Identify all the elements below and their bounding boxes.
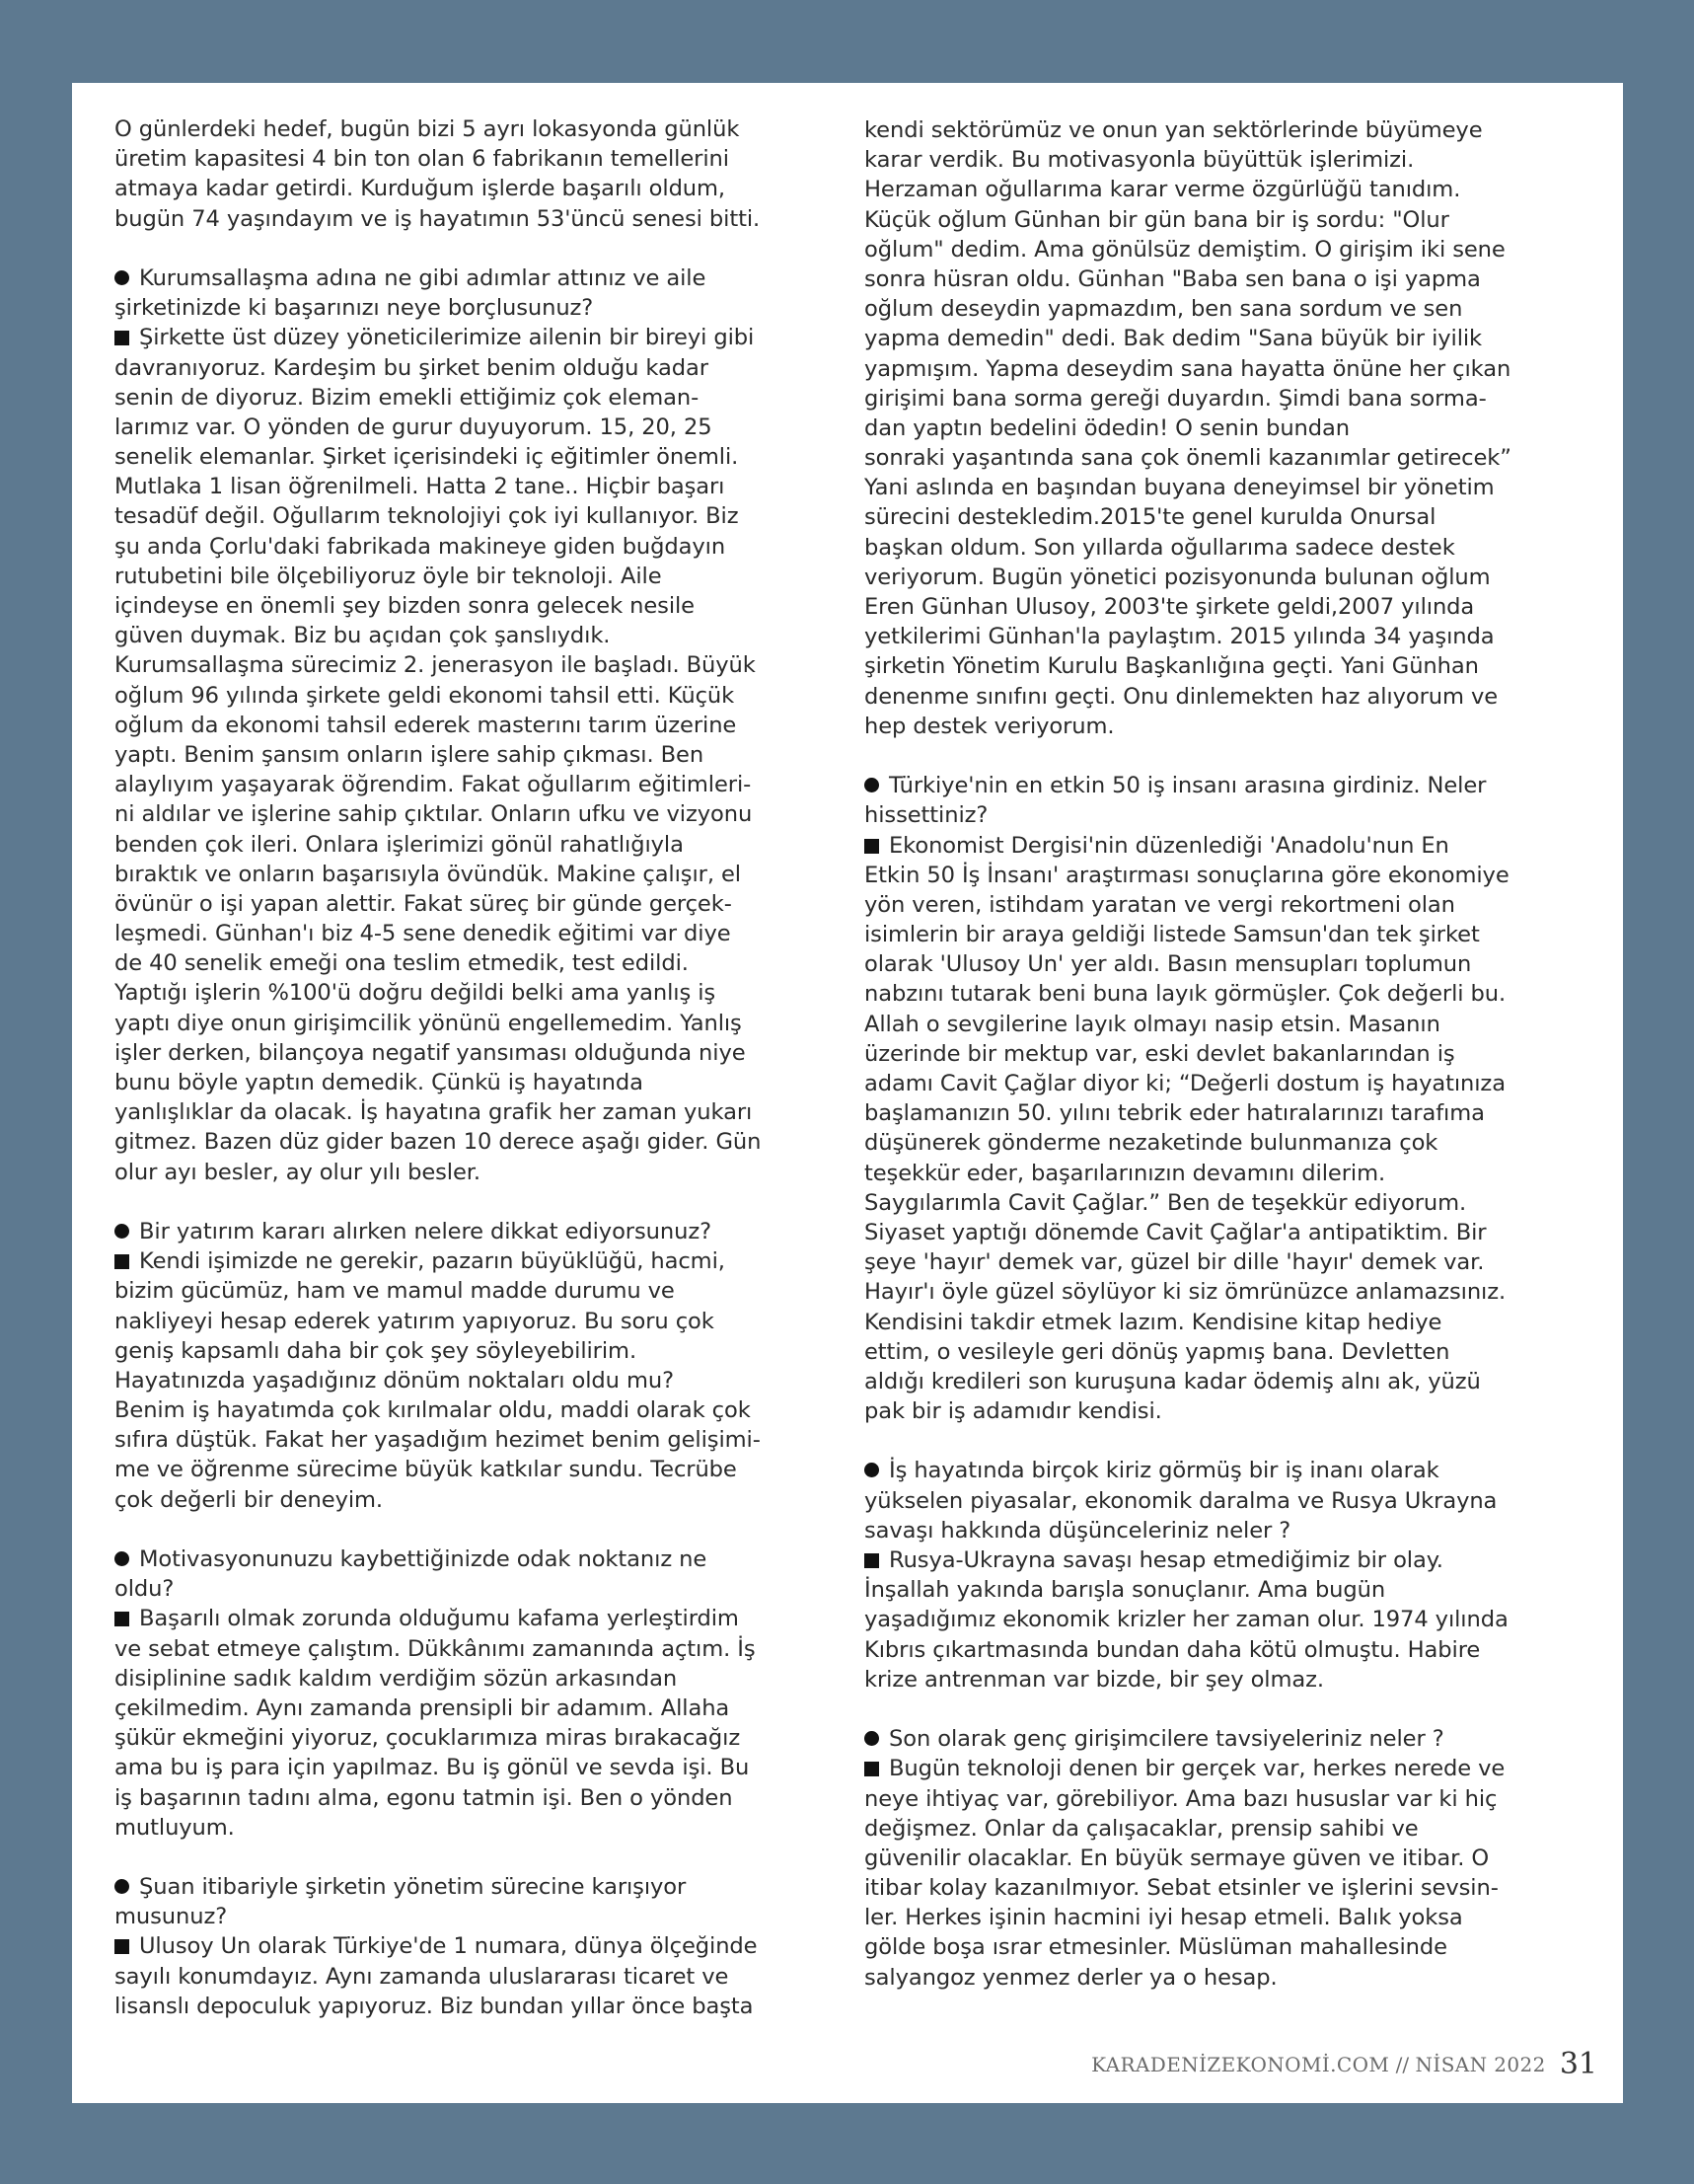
line-text: Allah o sevgilerine layık olmayı nasip etsin. Masanın (864, 1011, 1440, 1037)
line-text: yaşadığımız ekonomik krizler her zaman olur. 1974 yılında (864, 1607, 1509, 1633)
line-text: oğlum 96 yılında şirkete geldi ekonomi tahsil etti. Küçük (114, 682, 735, 709)
line-text: yanlışlıklar da olacak. İş hayatına grafik her zaman yukarı (114, 1099, 753, 1126)
line-text: adamı Cavit Çağlar diyor ki; “Değerli dostum iş hayatınıza (864, 1071, 1506, 1096)
question-line (114, 1872, 827, 1902)
line-text: yükselen piyasalar, ekonomik daralma ve Rusya Ukrayna (864, 1487, 1498, 1514)
line-text: oğlum deseydin yapmazdım, ben sana sordum ve sen (864, 296, 1463, 323)
text-line (864, 294, 1577, 324)
line-text: girişimi bana sorma gereği duyardın. Şimdi bana sorma- (864, 385, 1487, 412)
line-text: veriyorum. Bugün yönetici pozisyonunda bulunan oğlum (864, 564, 1491, 590)
line-text: sonraki yaşantında sana çok önemli kazanımlar getirecek” (864, 445, 1511, 472)
text-line (114, 1127, 827, 1157)
line-text: mutluyum. (114, 1814, 235, 1841)
text-line (114, 501, 827, 531)
text-line (864, 979, 1577, 1009)
line-text: üretim kapasitesi 4 bin ton olan 6 fabrikanın temellerini (114, 146, 729, 173)
text-line (114, 562, 827, 591)
answer-bullet-icon (864, 1553, 879, 1568)
line-text: nakliyeyi hesap ederek yatırım yapıyoruz. Bu soru çok (114, 1308, 714, 1334)
question-line (114, 1217, 827, 1246)
line-text: lisanslı depoculuk yapıyoruz. Biz bundan yıllar önce başta (114, 1993, 754, 2019)
text-line (864, 175, 1577, 204)
text-line (114, 204, 827, 234)
line-text: savaşı hakkında düşünceleriniz neler ? (864, 1517, 1291, 1544)
answer-bullet-icon (114, 1612, 129, 1626)
question-line (864, 1456, 1577, 1485)
text-line (864, 1039, 1577, 1069)
line-text: gitmez. Bazen düz gider bazen 10 derece aşağı gider. Gün (114, 1129, 762, 1156)
text-line (864, 1159, 1577, 1188)
question-bullet-icon (114, 1224, 129, 1239)
text-line (114, 1455, 827, 1484)
line-text: Bugün teknoloji denen bir gerçek var, herkes nerede ve (889, 1756, 1506, 1782)
line-text: musunuz? (114, 1904, 228, 1930)
line-text: Küçük oğlum Günhan bir gün bana bir iş sordu: "Olur (864, 206, 1449, 233)
paragraph-gap (114, 1843, 827, 1872)
paragraph-gap (114, 1187, 827, 1217)
line-text: davranıyoruz. Kardeşim bu şirket benim olduğu kadar (114, 354, 708, 381)
line-text: olur ayı besler, ay olur yılı besler. (114, 1159, 480, 1185)
right-text-column (864, 115, 1577, 1993)
text-line (114, 472, 827, 501)
text-line (114, 1068, 827, 1097)
text-line (114, 293, 827, 323)
text-line (114, 591, 827, 621)
line-text: sayılı konumdayız. Aynı zamanda uluslararası ticaret ve (114, 1963, 729, 1990)
paragraph-gap (114, 234, 827, 264)
text-line (864, 651, 1577, 681)
line-text: Ulusoy Un olarak Türkiye'de 1 numara, dünya ölçeğinde (139, 1933, 758, 1960)
text-line (114, 1962, 827, 1992)
line-text: neye ihtiyaç var, görebiliyor. Ama bazı hususlar var ki hiç (864, 1785, 1498, 1812)
text-line (114, 1038, 827, 1068)
text-line (864, 1516, 1577, 1545)
line-text: Kendi işimizde ne gerekir, pazarın büyüklüğü, hacmi, (139, 1248, 725, 1275)
page-footer (1091, 2047, 1597, 2081)
line-text: aldığı kredileri son kuruşuna kadar ödemiş alnı ak, yüzü (864, 1368, 1481, 1394)
paragraph-gap (864, 741, 1577, 771)
line-text: övünür o işi yapan alettir. Fakat süreç bir günde gerçek- (114, 890, 732, 917)
line-text: Son olarak genç girişimcilere tavsiyeleriniz neler ? (889, 1726, 1444, 1753)
line-text: oldu? (114, 1576, 175, 1603)
text-line (114, 114, 827, 144)
line-text: işler derken, bilançoya negatif yansıması olduğunda niye (114, 1039, 746, 1066)
line-text: ni aldılar ve işlerine sahip çıktılar. Onların ufku ve vizyonu (114, 801, 753, 828)
line-text: şirketin Yönetim Kurulu Başkanlığına geçti. Yani Günhan (864, 653, 1479, 680)
issue-date: NİSAN 2022 (1415, 2053, 1546, 2076)
text-line (864, 324, 1577, 353)
left-text-column (114, 114, 827, 2021)
text-line (864, 1873, 1577, 1903)
text-line (114, 1336, 827, 1366)
text-line (864, 1814, 1577, 1844)
text-line (864, 443, 1577, 473)
answer-bullet-icon (114, 331, 129, 345)
line-text: krize antrenman var bizde, bir şey olmaz. (864, 1666, 1324, 1693)
answer-line (114, 323, 827, 352)
text-line (114, 740, 827, 770)
text-line (864, 1486, 1577, 1516)
line-text: geniş kapsamlı daha bir çok şey söyleyebilirim. (114, 1337, 637, 1364)
text-line (864, 264, 1577, 294)
line-text: rutubetini bile ölçebiliyoruz öyle bir teknoloji. Aile (114, 563, 662, 589)
answer-line (864, 831, 1577, 861)
text-line (114, 830, 827, 860)
question-line (114, 264, 827, 293)
line-text: me ve öğrenme sürecime büyük katkılar sundu. Tecrübe (114, 1457, 737, 1483)
text-line (864, 1069, 1577, 1098)
line-text: nabzını tutarak beni buna layık görmüşler. Çok değerli bu. (864, 981, 1507, 1008)
text-line (114, 1992, 827, 2021)
text-line (864, 1128, 1577, 1158)
text-line (114, 948, 827, 978)
line-text: şükür ekmeğini yiyoruz, çocuklarımıza miras bırakacağız (114, 1725, 741, 1752)
text-line (114, 1485, 827, 1515)
text-line (864, 1665, 1577, 1694)
text-line (864, 1963, 1577, 1993)
line-text: leşmedi. Günhan'ı biz 4-5 sene denedik eğitimi var diye (114, 921, 731, 947)
line-text: güvenilir olacaklar. En büyük sermaye güven ve itibar. O (864, 1845, 1490, 1871)
line-text: salyangoz yenmez derler ya o hesap. (864, 1964, 1278, 1991)
line-text: Kıbrıs çıkartmasında bundan daha kötü olmuştu. Habire (864, 1636, 1481, 1663)
text-line (114, 1902, 827, 1931)
line-text: Herzaman oğullarıma karar verme özgürlüğü tanıdım. (864, 177, 1461, 203)
text-line (114, 1694, 827, 1723)
line-text: hep destek veriyorum. (864, 713, 1115, 739)
line-text: Yaptığı işlerin %100'ü doğru değildi belki ama yanlış iş (114, 980, 716, 1007)
line-text: düşünerek gönderme nezaketinde bulunmanıza çok (864, 1130, 1438, 1157)
question-bullet-icon (864, 778, 879, 792)
text-line (114, 413, 827, 442)
line-text: ettim, o vesileyle geri dönüş yapmış bana. Devletten (864, 1338, 1450, 1365)
text-line (114, 532, 827, 562)
line-text: de 40 senelik emeği ona teslim etmedik, test edildi. (114, 950, 689, 977)
text-line (864, 1367, 1577, 1396)
text-line (114, 1009, 827, 1038)
text-line (864, 235, 1577, 264)
text-line (114, 1813, 827, 1843)
line-text: Şuan itibariyle şirketin yönetim sürecine karışıyor (139, 1874, 687, 1901)
paragraph-gap (864, 1426, 1577, 1456)
answer-bullet-icon (114, 1939, 129, 1954)
text-line (864, 1903, 1577, 1932)
question-bullet-icon (114, 1879, 129, 1894)
text-line (864, 890, 1577, 920)
question-bullet-icon (864, 1463, 879, 1477)
text-line (864, 502, 1577, 532)
paragraph-gap (114, 1515, 827, 1544)
question-line (864, 1724, 1577, 1754)
text-line (114, 770, 827, 799)
text-line (114, 711, 827, 740)
answer-line (864, 1754, 1577, 1783)
line-text: değişmez. Onlar da çalışacaklar, prensip sahibi ve (864, 1815, 1419, 1842)
line-text: Benim iş hayatımda çok kırılmalar oldu, maddi olarak çok (114, 1397, 751, 1424)
question-bullet-icon (114, 270, 129, 285)
line-text: Mutlaka 1 lisan öğrenilmeli. Hatta 2 tane.. Hiçbir başarı (114, 474, 725, 500)
magazine-page (72, 83, 1623, 2103)
text-line (114, 1783, 827, 1813)
text-line (114, 1395, 827, 1425)
line-text: O günlerdeki hedef, bugün bizi 5 ayrı lokasyonda günlük (114, 116, 740, 142)
text-line (114, 1097, 827, 1127)
line-text: Siyaset yaptığı dönemde Cavit Çağlar'a antipatiktim. Bir (864, 1219, 1487, 1245)
line-text: pak bir iş adamıdır kendisi. (864, 1398, 1162, 1425)
line-text: disiplinine sadık kaldım verdiğim sözün arkasından (114, 1665, 678, 1692)
text-line (114, 1307, 827, 1336)
line-text: Kurumsallaşma sürecimiz 2. jenerasyon ile başladı. Büyük (114, 652, 756, 679)
line-text: yapmışım. Yapma deseydim sana hayatta önüne her çıkan (864, 355, 1511, 382)
line-text: çekilmedim. Aynı zamanda prensipli bir adamım. Allaha (114, 1694, 730, 1721)
footer-separator: // (1389, 2053, 1416, 2076)
line-text: İş hayatında birçok kiriz görmüş bir iş inanı olarak (889, 1458, 1439, 1484)
text-line (864, 1308, 1577, 1337)
line-text: alaylıyım yaşayarak öğrendim. Fakat oğullarım eğitimleri- (114, 772, 752, 798)
line-text: gölde boşa ısrar etmesinler. Müslüman mahallesinde (864, 1934, 1447, 1961)
line-text: sürecini destekledim.2015'te genel kurulda Onursal (864, 504, 1436, 531)
line-text: Kendisini takdir etmek lazım. Kendisine kitap hediye (864, 1309, 1442, 1335)
line-text: Etkin 50 İş İnsanı' araştırması sonuçlarına göre ekonomiye (864, 862, 1510, 888)
line-text: olarak 'Ulusoy Un' yer aldı. Basın mensupları toplumun (864, 951, 1472, 978)
text-line (864, 384, 1577, 414)
line-text: Ekonomist Dergisi'nin düzenlediği 'Anadolu'nun En (889, 832, 1449, 859)
line-text: şirketinizde ki başarınızı neye borçlusunuz? (114, 295, 594, 322)
line-text: şu anda Çorlu'daki fabrikada makineye giden buğdayın (114, 533, 726, 560)
line-text: Hayatınızda yaşadığınız dönüm noktaları oldu mu? (114, 1367, 674, 1393)
text-line (114, 621, 827, 650)
line-text: sonra hüsran oldu. Günhan "Baba sen bana o işi yapma (864, 265, 1481, 292)
text-line (114, 353, 827, 383)
line-text: güven duymak. Biz bu açıdan çok şanslıydık. (114, 623, 611, 649)
line-text: İnşallah yakında barışla sonuçlanır. Ama bugün (864, 1577, 1386, 1604)
text-line (114, 1276, 827, 1306)
text-line (864, 1010, 1577, 1039)
line-text: karar verdik. Bu motivasyonla büyüttük işlerimizi. (864, 147, 1415, 174)
text-line (864, 1396, 1577, 1426)
line-text: denenme sınıfını geçti. Onu dinlemekten haz alıyorum ve (864, 683, 1499, 710)
text-line (864, 1844, 1577, 1873)
line-text: isimlerin bir araya geldiği listede Samsun'dan tek şirket (864, 922, 1480, 948)
line-text: hissettiniz? (864, 802, 989, 829)
line-text: içindeyse en önemli şey bizden sonra gelecek nesile (114, 593, 695, 619)
text-line (114, 1366, 827, 1395)
line-text: üzerinde bir mektup var, eski devlet bakanlarından iş (864, 1040, 1455, 1067)
line-text: tesadüf değil. Oğullarım teknolojiyi çok iyi kullanıyor. Biz (114, 503, 739, 530)
line-text: yaptı. Benim şansım onların işlere sahip çıkması. Ben (114, 741, 704, 768)
line-text: Bir yatırım kararı alırken nelere dikkat ediyorsunuz? (139, 1218, 711, 1244)
line-text: başlamanızın 50. yılını tebrik eder hatıralarınızı tarafıma (864, 1100, 1485, 1127)
text-line (864, 920, 1577, 949)
line-text: yön veren, istihdam yaratan ve vergi rekortmeni olan (864, 891, 1455, 918)
text-line (864, 1218, 1577, 1247)
line-text: bunu böyle yaptın demedik. Çünkü iş hayatında (114, 1070, 643, 1095)
question-line (114, 1544, 827, 1574)
text-line (114, 1574, 827, 1604)
answer-line (114, 1246, 827, 1276)
text-line (864, 949, 1577, 979)
answer-line (864, 1545, 1577, 1575)
text-line (864, 1098, 1577, 1128)
text-line (864, 533, 1577, 563)
answer-bullet-icon (864, 1762, 879, 1776)
line-text: kendi sektörümüz ve onun yan sektörlerinde büyümeye (864, 117, 1483, 143)
line-text: oğlum" dedim. Ama gönülsüz demiştim. O girişim iki sene (864, 236, 1506, 263)
text-line (114, 1158, 827, 1187)
line-text: sıfıra düştük. Fakat her yaşadığım hezimet benim gelişimi- (114, 1427, 761, 1454)
line-text: Yani aslında en başından buyana deneyimsel bir yönetim (864, 475, 1495, 501)
text-line (864, 1635, 1577, 1665)
text-line (114, 1753, 827, 1782)
line-text: senelik elemanlar. Şirket içerisindeki iç eğitimler önemli. (114, 444, 739, 471)
line-text: teşekkür eder, başarılarınızın devamını dilerim. (864, 1160, 1386, 1186)
text-line (864, 145, 1577, 175)
line-text: çok değerli bir deneyim. (114, 1486, 384, 1513)
answer-bullet-icon (114, 1254, 129, 1269)
text-line (864, 563, 1577, 592)
answer-bullet-icon (864, 839, 879, 854)
page-number: 31 (1559, 2047, 1597, 2081)
line-text: Rusya-Ukrayna savaşı hesap etmediğimiz bir olay. (889, 1547, 1443, 1573)
line-text: Eren Günhan Ulusoy, 2003'te şirkete geldi,2007 yılında (864, 594, 1475, 620)
text-line (864, 1247, 1577, 1277)
text-line (864, 1932, 1577, 1962)
line-text: itibar kolay kazanılmıyor. Sebat etsinler ve işlerini sevsin- (864, 1875, 1499, 1902)
line-text: Hayır'ı öyle güzel söylüyor ki siz ömrünüzce anlamazsınız. (864, 1279, 1507, 1306)
line-text: benden çok ileri. Onlara işlerimizi gönül rahatlığıyla (114, 831, 684, 858)
text-line (114, 144, 827, 174)
text-line (864, 1605, 1577, 1634)
text-line (864, 712, 1577, 741)
question-line (864, 771, 1577, 800)
text-line (864, 1337, 1577, 1367)
text-line (864, 622, 1577, 651)
text-line (864, 354, 1577, 384)
text-line (864, 205, 1577, 235)
text-line (864, 1784, 1577, 1814)
text-line (864, 861, 1577, 890)
line-text: bizim gücümüz, ham ve mamul madde durumu ve (114, 1278, 675, 1305)
text-line (864, 1575, 1577, 1605)
line-text: Saygılarımla Cavit Çağlar.” Ben de teşekkür ediyorum. (864, 1189, 1467, 1216)
line-text: senin de diyoruz. Bizim emekli ettiğimiz çok eleman- (114, 384, 700, 411)
line-text: ama bu iş para için yapılmaz. Bu iş gönül ve sevda işi. Bu (114, 1755, 750, 1781)
line-text: atmaya kadar getirdi. Kurduğum işlerde başarılı oldum, (114, 176, 726, 202)
text-line (114, 889, 827, 919)
text-line (114, 1664, 827, 1694)
line-text: larımız var. O yönden de gurur duyuyorum. 15, 20, 25 (114, 414, 712, 440)
text-line (864, 592, 1577, 622)
magazine-website: KARADENİZEKONOMİ.COM (1091, 2053, 1390, 2076)
line-text: bugün 74 yaşındayım ve iş hayatımın 53'üncü senesi bitti. (114, 205, 761, 232)
text-line (114, 860, 827, 889)
text-line (114, 1425, 827, 1455)
line-text: yaptı diye onun girişimcilik yönünü engellemedim. Yanlış (114, 1010, 742, 1036)
answer-line (114, 1604, 827, 1633)
text-line (114, 978, 827, 1008)
question-bullet-icon (864, 1731, 879, 1746)
text-line (114, 1634, 827, 1664)
line-text: iş başarının tadını alma, egonu tatmin işi. Ben o yönden (114, 1784, 733, 1811)
line-text: Başarılı olmak zorunda olduğumu kafama yerleştirdim (139, 1606, 739, 1632)
line-text: oğlum da ekonomi tahsil ederek masterını tarım üzerine (114, 712, 737, 738)
answer-line (114, 1931, 827, 1961)
text-line (114, 681, 827, 711)
text-line (864, 414, 1577, 443)
text-line (864, 800, 1577, 830)
text-line (114, 650, 827, 680)
question-bullet-icon (114, 1551, 129, 1566)
text-line (864, 473, 1577, 502)
line-text: Türkiye'nin en etkin 50 iş insanı arasına girdiniz. Neler (889, 773, 1487, 799)
text-line (114, 919, 827, 948)
line-text: Şirkette üst düzey yöneticilerimize ailenin bir bireyi gibi (139, 325, 755, 351)
text-line (864, 682, 1577, 712)
line-text: dan yaptın bedelini ödedin! O senin bundan (864, 414, 1350, 441)
text-line (114, 174, 827, 203)
text-line (114, 799, 827, 829)
line-text: yetkilerimi Günhan'la paylaştım. 2015 yılında 34 yaşında (864, 624, 1495, 650)
line-text: yapma demedin" dedi. Bak dedim "Sana büyük bir iyilik (864, 326, 1483, 352)
text-line (864, 1188, 1577, 1218)
line-text: Motivasyonunuzu kaybettiğinizde odak noktanız ne (139, 1546, 707, 1572)
line-text: bıraktık ve onların başarısıyla övündük. Makine çalışır, el (114, 861, 741, 887)
text-line (114, 1723, 827, 1753)
text-line (864, 1277, 1577, 1307)
text-line (114, 442, 827, 472)
text-line (114, 383, 827, 413)
line-text: şeye 'hayır' demek var, güzel bir dille 'hayır' demek var. (864, 1249, 1485, 1276)
line-text: ve sebat etmeye çalıştım. Dükkânımı zamanında açtım. İş (114, 1635, 756, 1662)
line-text: Kurumsallaşma adına ne gibi adımlar attınız ve aile (139, 264, 706, 291)
paragraph-gap (864, 1694, 1577, 1724)
line-text: başkan oldum. Son yıllarda oğullarıma sadece destek (864, 534, 1455, 561)
text-line (864, 115, 1577, 145)
line-text: ler. Herkes işinin hacmini iyi hesap etmeli. Balık yoksa (864, 1905, 1463, 1931)
